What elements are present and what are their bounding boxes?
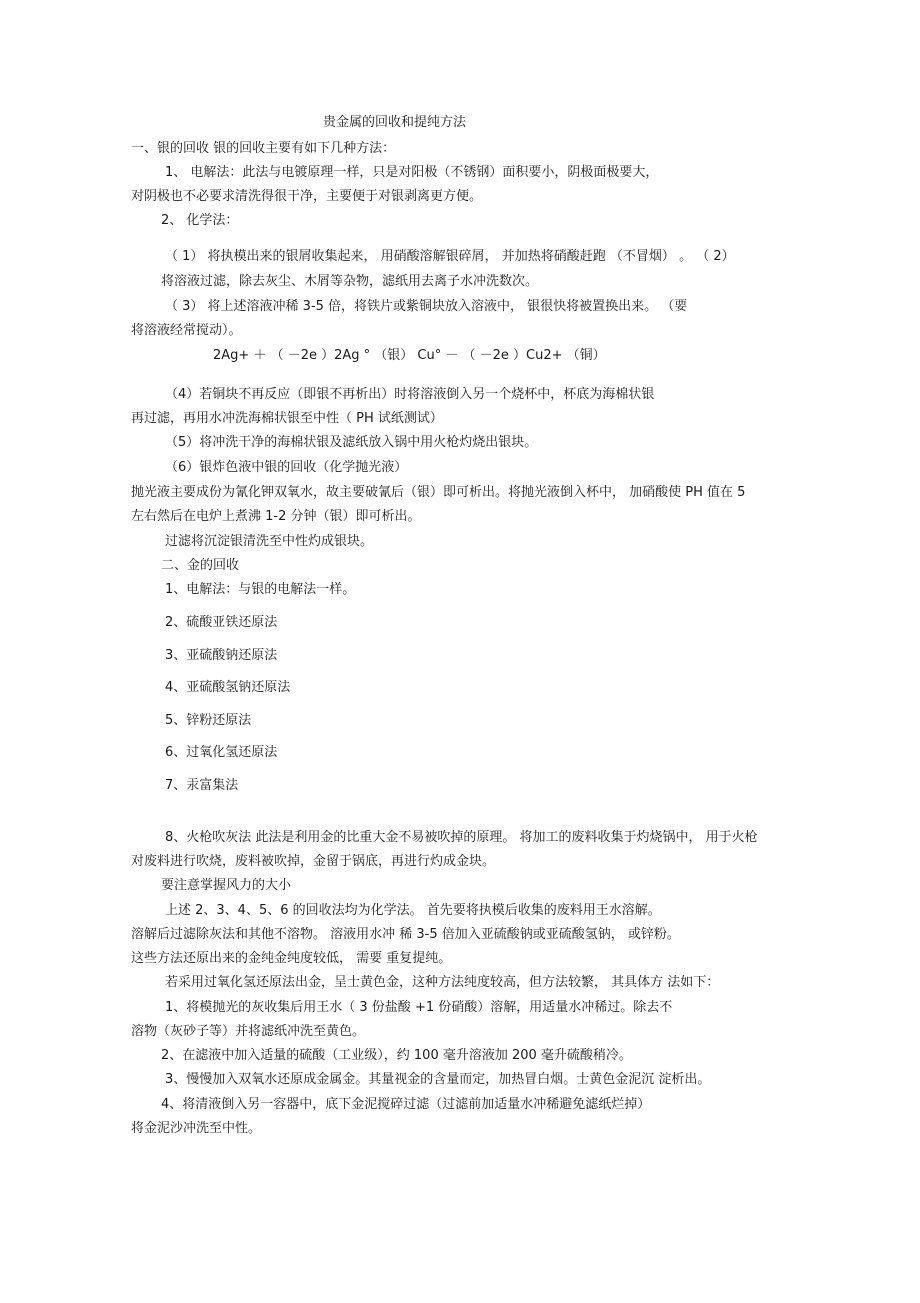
- paragraph-line: （6）银炸色液中银的回收（化学抛光液）: [165, 460, 408, 475]
- paragraph-line: 8、火枪吹灰法 此法是利用金的比重大金不易被吹掉的原理。 将加工的废料收集于灼烧锅中， 用于火枪: [165, 830, 758, 845]
- paragraph-line: 4、将清液倒入另一容器中，底下金泥搅碎过滤（过滤前加适量水冲稀避免滤纸烂掉）: [161, 1097, 651, 1112]
- list-item: 4、亚硫酸氢钠还原法: [165, 680, 291, 695]
- document-title: 贵金属的回收和提纯方法: [323, 115, 467, 130]
- paragraph-line: （5）将冲洗干净的海棉状银及滤纸放入锅中用火枪灼烧出银块。: [165, 435, 538, 450]
- paragraph-line: 将金泥沙冲洗至中性。: [131, 1121, 262, 1136]
- paragraph-line: （ 1） 将执模出来的银屑收集起来， 用硝酸溶解银碎屑， 并加热将硝酸赶跑 （不冒烟） 。 （ 2）: [165, 249, 735, 264]
- paragraph-line: 抛光液主要成份为氰化钾双氧水，故主要破氰后（银）即可析出。将抛光液倒入杯中， 加硝酸使 PH 值在 5: [131, 485, 746, 500]
- paragraph-line: 若采用过氧化氢还原法出金，呈士黄色金，这种方法纯度较高，但方法较繁， 其具体方 法如下：: [165, 975, 720, 990]
- paragraph-line: 2、 化学法：: [161, 213, 239, 228]
- section-heading-gold: 二、金的回收: [161, 558, 240, 573]
- paragraph-line: （4）若铜块不再反应（即银不再析出）时将溶液倒入另一个烧杯中，杯底为海棉状银: [165, 387, 655, 402]
- paragraph-line: 3、慢慢加入双氧水还原成金属金。其量视金的含量而定，加热冒白烟。士黄色金泥沉 淀析出。: [165, 1072, 711, 1087]
- paragraph-line: 对阴极也不必要求清洗得很干净，主要便于对银剥离更方便。: [131, 189, 483, 204]
- paragraph-line: 对废料进行吹烧，废料被吹掉，金留于锅底，再进行灼成金块。: [131, 854, 496, 869]
- list-item: 5、锌粉还原法: [165, 713, 252, 728]
- list-item: 3、亚硫酸钠还原法: [165, 648, 278, 663]
- paragraph-line: 上述 2、3、4、5、6 的回收法均为化学法。 首先要将执模后收集的废料用王水溶解。: [165, 903, 661, 918]
- paragraph-line: 2、在滤液中加入适量的硫酸（工业级），约 100 毫升溶液加 200 毫升硫酸稍冷。: [161, 1048, 632, 1063]
- paragraph-line: 这些方法还原出来的金纯金纯度较低， 需要 重复提纯。: [131, 951, 452, 966]
- list-item: 6、过氧化氢还原法: [165, 745, 278, 760]
- paragraph-line: 溶解后过滤除灰法和其他不溶物。 溶液用水冲 稀 3-5 倍加入亚硫酸钠或亚硫酸氢钠， 或锌粉。: [131, 927, 680, 942]
- chemical-equation: 2Ag+ ＋ （ －2e ）2Ag ° （银） Cu° － （ －2e ）Cu2+ （铜）: [213, 348, 606, 363]
- paragraph-line: 再过滤，再用水冲洗海棉状银至中性（ PH 试纸测试）: [131, 411, 443, 426]
- list-item: 2、硫酸亚铁还原法: [165, 615, 278, 630]
- paragraph-line: 过滤将沉淀银清洗至中性灼成银块。: [165, 534, 374, 549]
- section-heading-silver: 一、银的回收 银的回收主要有如下几种方法：: [131, 141, 396, 156]
- list-item: 7、汞富集法: [165, 778, 239, 793]
- paragraph-line: （ 3） 将上述溶液冲稀 3-5 倍，将铁片或紫铜块放入溶液中， 银很快将被置换出来。 （要: [165, 299, 688, 314]
- paragraph-line: 左右然后在电炉上煮沸 1-2 分钟（银）即可析出。: [131, 509, 421, 524]
- list-item: 1、电解法：与银的电解法一样。: [165, 582, 356, 597]
- paragraph-line: 溶物（灰砂子等）并将滤纸冲洗至黄色。: [131, 1024, 366, 1039]
- paragraph-line: 将溶液过滤，除去灰尘、木屑等杂物，滤纸用去离子水冲洗数次。: [161, 274, 539, 289]
- paragraph-line: 将溶液经常搅动）。: [131, 323, 242, 338]
- paragraph-line: 1、 电解法：此法与电镀原理一样，只是对阳极（不锈钢）面积要小，阴极面极要大，: [165, 165, 659, 180]
- paragraph-line: 1、将模抛光的灰收集后用王水（ 3 份盐酸 +1 份硝酸）溶解，用适量水冲稀过。除去不: [165, 1000, 673, 1015]
- paragraph-line: 要注意掌握风力的大小: [161, 878, 292, 893]
